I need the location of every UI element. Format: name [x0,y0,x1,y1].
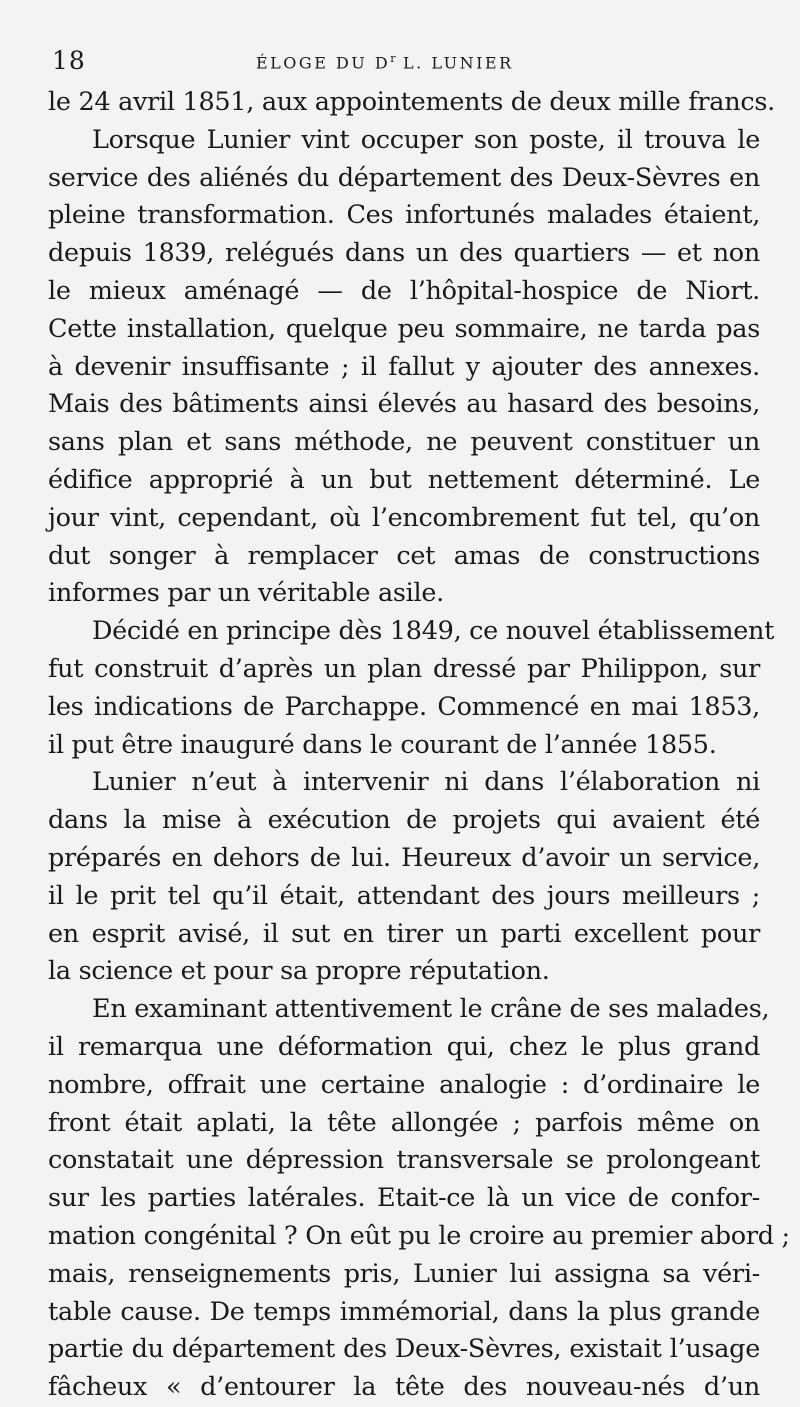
text-line: Décidé en principe dès 1849, ce nouvel établissement [92,616,775,647]
text-line: la science et pour sa propre réputation. [48,956,550,987]
text-line: constatait une dépression transversale se prolongeant [48,1145,760,1176]
text-line: édifice approprié à un but nettement déterminé. Le [48,464,760,495]
running-title [256,52,514,72]
text-line: à devenir insuffisante ; il fallut y ajouter des annexes. [48,351,760,382]
text-line: depuis 1839, relégués dans un des quartiers — et non [48,238,760,269]
page-number: 18 [52,46,86,75]
body-text [48,84,790,1407]
text-line: table cause. De temps immémorial, dans la plus grande [48,1296,760,1327]
text-line: pleine transformation. Ces infortunés malades étaient, [48,200,760,231]
text-line: fut construit d’après un plan dressé par Philippon, sur [48,653,760,684]
text-line: Lunier n’eut à intervenir ni dans l’élaboration ni [92,767,760,798]
running-title-suffix: L. LUNIER [395,53,514,73]
text-line: le 24 avril 1851, aux appointements de deux mille francs. [48,87,775,117]
text-line: les indications de Parchappe. Commencé en mai 1853, [48,691,760,722]
text-line: sur les parties latérales. Etait-ce là un vice de confor- [48,1183,760,1214]
text-line: dut songer à remplacer cet amas de constructions [48,540,760,571]
text-line: front était aplati, la tête allongée ; parfois même on [48,1107,760,1138]
text-line: fâcheux « d’entourer la tête des nouveau-nés d’un [48,1372,760,1403]
text-line: Lorsque Lunier vint occuper son poste, il trouva le [92,124,760,155]
text-line: partie du département des Deux-Sèvres, existait l’usage [48,1334,760,1365]
text-line: service des aliénés du département des Deux-Sèvres en [48,162,760,193]
text-line: En examinant attentivement le crâne de ses malades, [92,994,770,1025]
text-line: le mieux aménagé — de l’hôpital-hospice de Niort. [48,275,760,306]
text-line: informes par un véritable asile. [48,578,444,609]
text-line: Cette installation, quelque peu sommaire, ne tarda pas [48,313,760,344]
text-line: jour vint, cependant, où l’encombrement fut tel, qu’on [48,502,760,533]
text-line: nombre, offrait une certaine analogie : d’ordinaire le [48,1069,760,1100]
running-title-prefix: ÉLOGE DU D [256,53,391,73]
text-line: sans plan et sans méthode, ne peuvent constituer un [48,427,760,458]
running-title-superscript: r [390,52,396,65]
text-line: Mais des bâtiments ainsi élevés au hasard des besoins, [48,389,760,420]
text-line: il le prit tel qu’il était, attendant des jours meilleurs ; [48,880,760,911]
text-line: préparés en dehors de lui. Heureux d’avoir un service, [48,842,760,873]
text-line: mais, renseignements pris, Lunier lui assigna sa véri- [48,1258,760,1289]
text-line: il put être inauguré dans le courant de l’année 1855. [48,729,717,760]
text-line: en esprit avisé, il sut en tirer un parti excellent pour [48,918,760,949]
running-head [48,36,760,84]
text-line: il remarqua une déformation qui, chez le plus grand [48,1031,760,1062]
text-line: mation congénital ? On eût pu le croire au premier abord ; [48,1220,790,1251]
text-line: dans la mise à exécution de projets qui avaient été [48,805,760,836]
